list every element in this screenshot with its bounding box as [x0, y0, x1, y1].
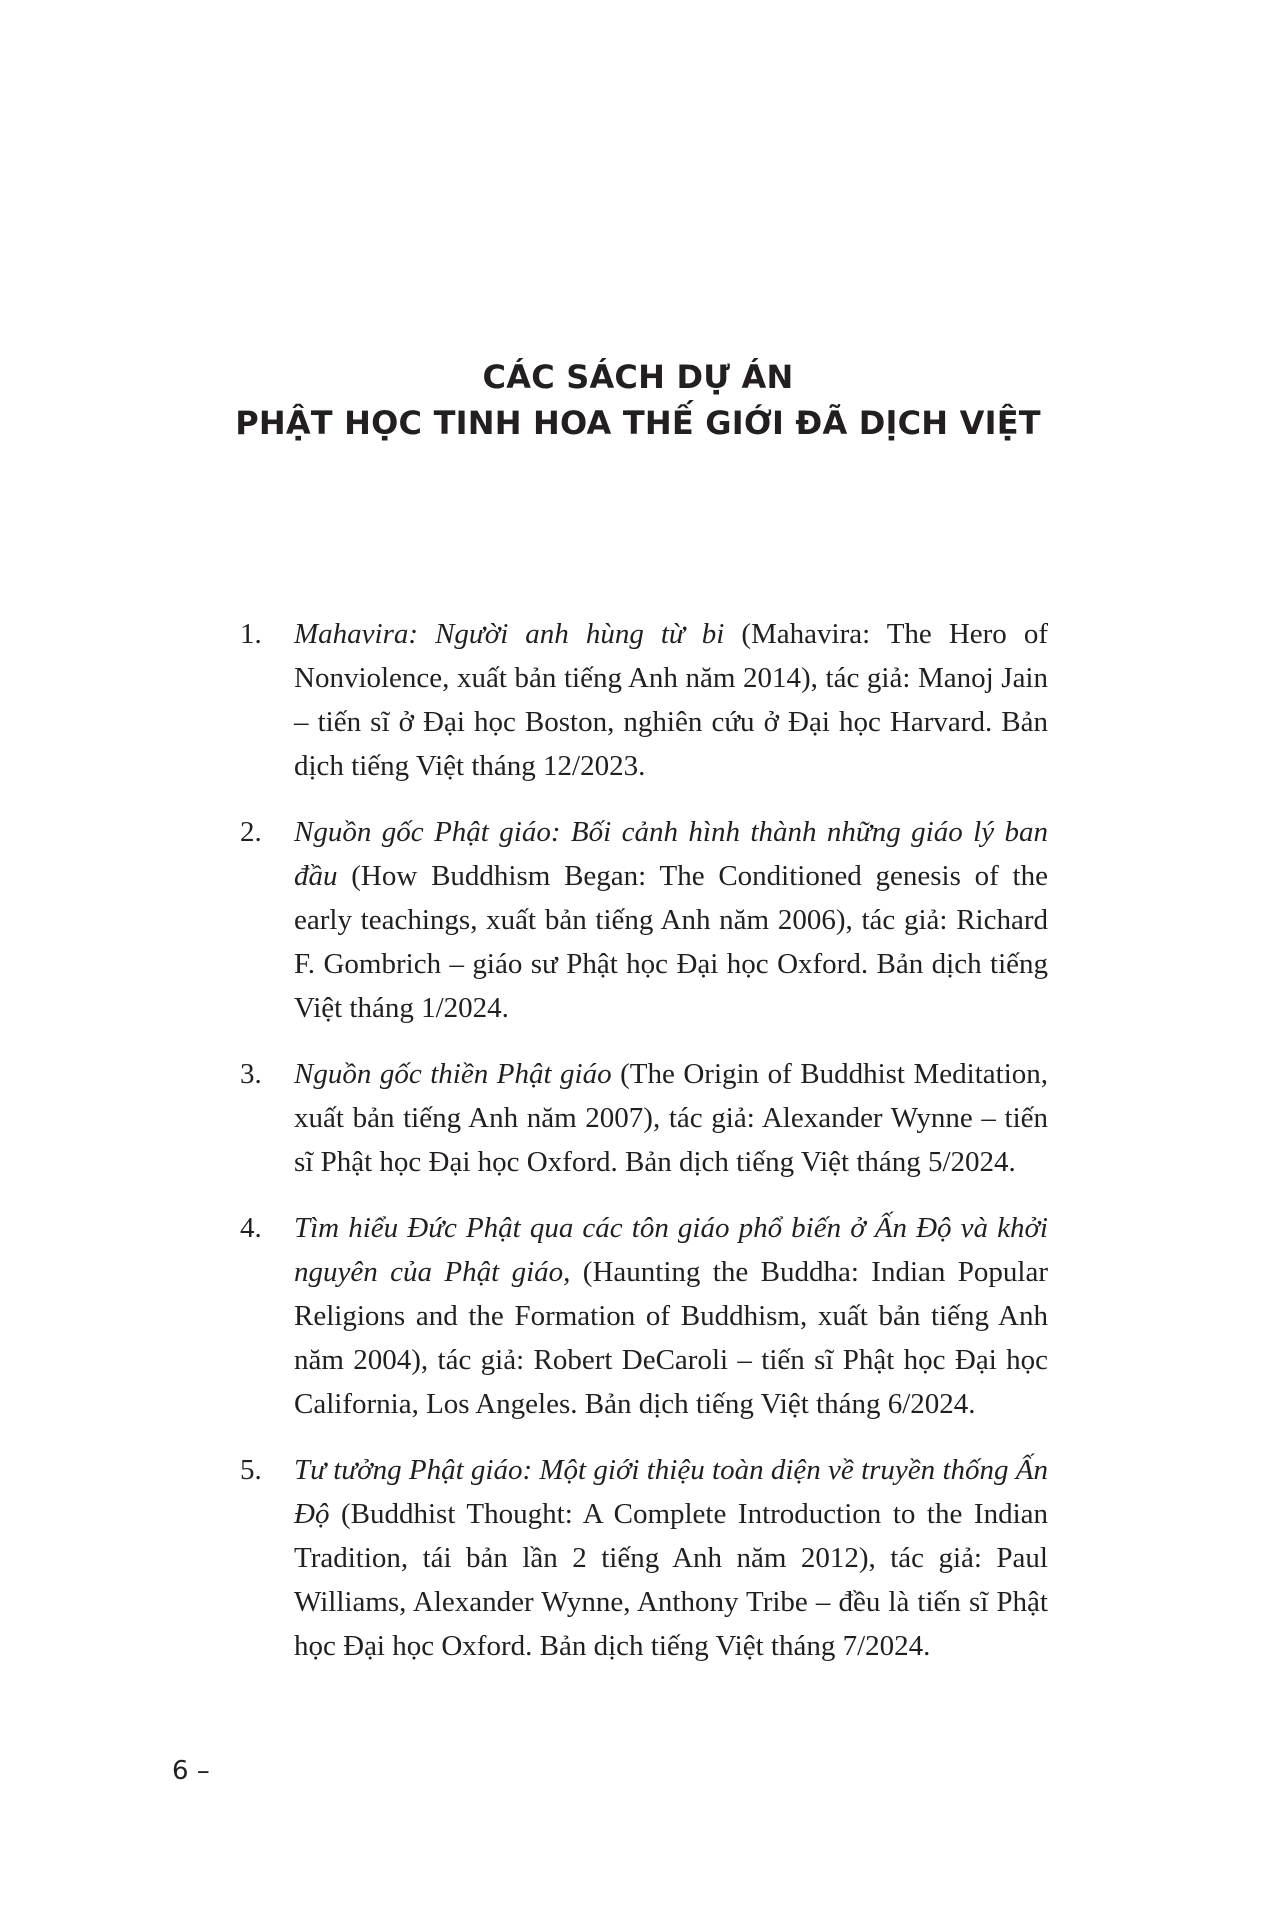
book-details: (How Buddhism Began: The Conditioned genesis of the early teachings, xuất bản tiếng Anh năm 2006), tác giả: Richard F. Gombrich – giáo sư Phật học Đại học Oxford. Bản dịch tiếng Việt tháng 1/2024. [294, 860, 1048, 1024]
book-title: Tư tưởng Phật giáo: Một giới thiệu toàn diện về truyền thống Ấn Độ [294, 1454, 1048, 1530]
item-number: 4. [240, 1212, 262, 1244]
book-details: (Mahavira: The Hero of Nonviolence, xuất bản tiếng Anh năm 2014), tác giả: Manoj Jain – tiến sĩ ở Đại học Boston, nghiên cứu ở Đại học Harvard. Bản dịch tiếng Việt tháng 12/2023. [294, 618, 1048, 782]
item-number: 3. [240, 1058, 262, 1090]
book-item-4 [240, 1206, 1048, 1426]
item-number: 5. [240, 1454, 262, 1486]
book-title: Nguồn gốc Phật giáo: Bối cảnh hình thành những giáo lý ban đầu [294, 816, 1048, 892]
book-item-1 [240, 612, 1048, 788]
book-item-3 [240, 1052, 1048, 1184]
book-title: Tìm hiểu Đức Phật qua các tôn giáo phổ biến ở Ấn Độ và khởi nguyên của Phật giáo, [294, 1212, 1048, 1288]
page-title-line-1: CÁC SÁCH DỰ ÁN [482, 358, 794, 396]
book-list [240, 612, 1048, 1690]
book-details: (Buddhist Thought: A Complete Introduction to the Indian Tradition, tái bản lần 2 tiếng Anh năm 2012), tác giả: Paul Williams, Alexander Wynne, Anthony Tribe – đều là tiến sĩ Phật học Đại học Oxford. Bản dịch tiếng Việt tháng 7/2024. [294, 1498, 1048, 1662]
page-title [0, 354, 1276, 446]
book-title: Nguồn gốc thiền Phật giáo [294, 1058, 612, 1090]
page-number: 6 – [172, 1756, 210, 1786]
item-number: 1. [240, 618, 262, 650]
page-title-line-2: PHẬT HỌC TINH HOA THẾ GIỚI ĐÃ DỊCH VIỆT [235, 404, 1041, 442]
book-title: Mahavira: Người anh hùng từ bi [294, 618, 725, 650]
book-item-2 [240, 810, 1048, 1030]
book-details: (Haunting the Buddha: Indian Popular Religions and the Formation of Buddhism, xuất bản tiếng Anh năm 2004), tác giả: Robert DeCaroli – tiến sĩ Phật học Đại học California, Los Angeles. Bản dịch tiếng Việt tháng 6/2024. [294, 1256, 1048, 1420]
item-number: 2. [240, 816, 262, 848]
book-item-5 [240, 1448, 1048, 1668]
book-details: (The Origin of Buddhist Meditation, xuất bản tiếng Anh năm 2007), tác giả: Alexander Wynne – tiến sĩ Phật học Đại học Oxford. Bản dịch tiếng Việt tháng 5/2024. [294, 1058, 1048, 1178]
